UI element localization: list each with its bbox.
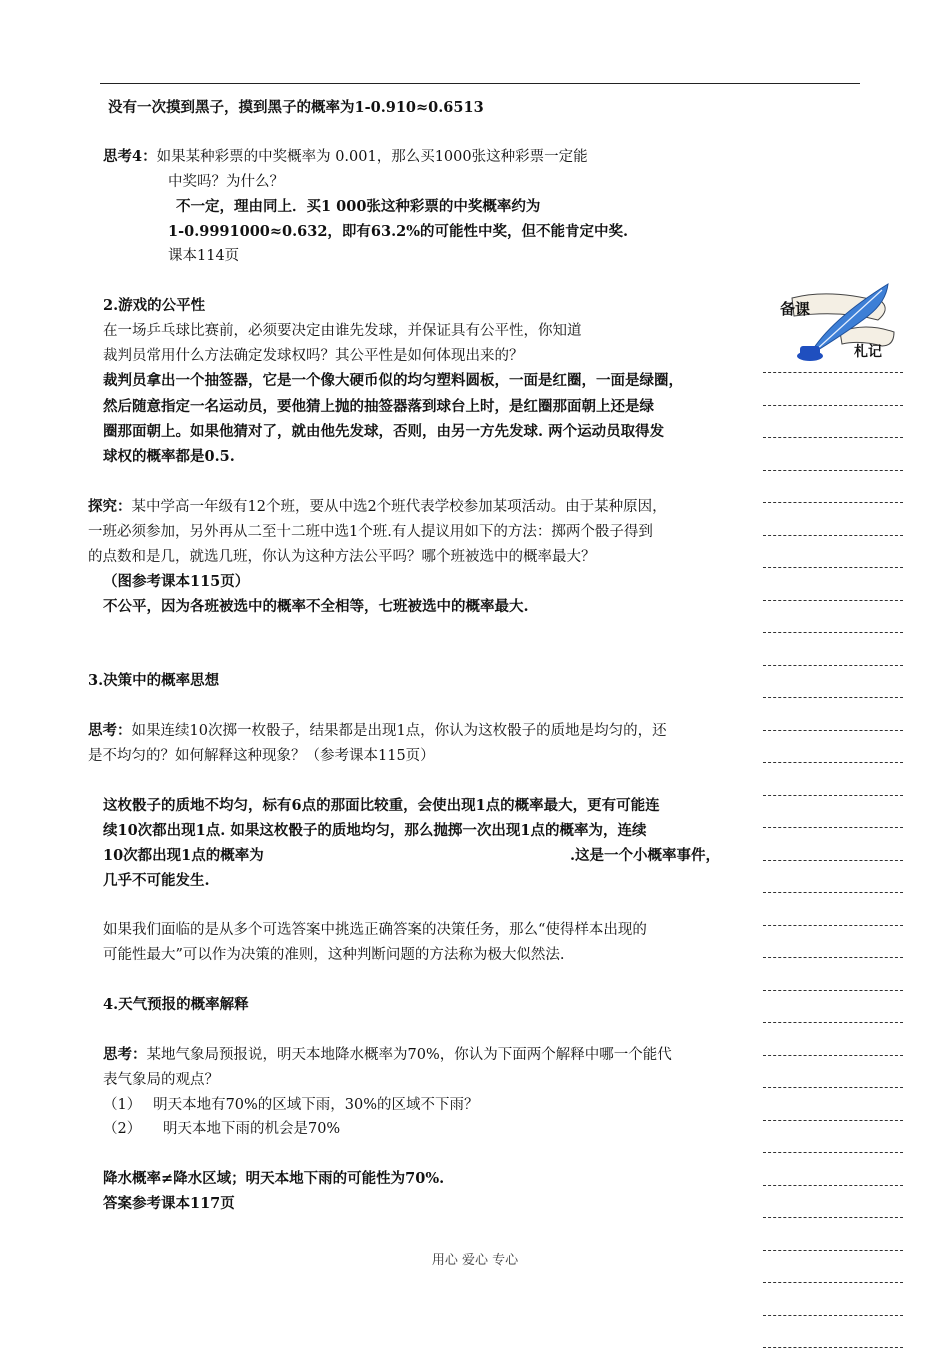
note-line bbox=[763, 665, 903, 666]
text-line bbox=[168, 222, 628, 242]
text-line bbox=[103, 1194, 235, 1214]
line-text: 某地气象局预报说，明天本地降水概率为70%，你认为下面两个解释中哪一个能代 bbox=[146, 1047, 672, 1063]
text-line bbox=[168, 172, 284, 192]
line-text: （2） 明天本地下雨的机会是70% bbox=[103, 1121, 341, 1137]
text-line bbox=[103, 1045, 672, 1065]
note-line bbox=[763, 1087, 903, 1088]
text-line bbox=[88, 746, 435, 766]
line-text: 答案参考课本117页 bbox=[103, 1195, 235, 1212]
note-line bbox=[763, 405, 903, 406]
header-rule bbox=[100, 83, 860, 84]
note-line bbox=[763, 1152, 903, 1153]
note-line bbox=[763, 502, 903, 503]
note-line bbox=[763, 1185, 903, 1186]
question-label: 思考： bbox=[88, 722, 132, 739]
note-line bbox=[763, 730, 903, 731]
logo-text-top: 备课 bbox=[780, 300, 811, 318]
line-text: 如果连续10次掷一枚骰子，结果都是出现1点，你认为这枚骰子的质地是均匀的，还 bbox=[131, 723, 667, 739]
line-text: 圈那面朝上。如果他猜对了，就由他先发球，否则，由另一方先发球. 两个运动员取得发 bbox=[103, 423, 665, 440]
line-text: 表气象局的观点？ bbox=[103, 1072, 219, 1088]
text-line bbox=[103, 821, 646, 841]
line-text: 课本114页 bbox=[168, 248, 240, 264]
text-line bbox=[103, 447, 235, 467]
text-line bbox=[103, 846, 264, 866]
line-text: 是不均匀的？如何解释这种现象？（参考课本115页） bbox=[88, 748, 435, 764]
text-line bbox=[103, 397, 654, 417]
line-text: 不公平，因为各班被选中的概率不全相等，七班被选中的概率最大. bbox=[103, 598, 529, 615]
line-text: 一班必须参加，另外再从二至十二班中选1个班.有人提议用如下的方法：掷两个骰子得到 bbox=[88, 524, 653, 540]
text-line bbox=[88, 721, 667, 741]
note-line bbox=[763, 1055, 903, 1056]
line-text: 几乎不可能发生. bbox=[103, 872, 210, 889]
note-line bbox=[763, 827, 903, 828]
note-line bbox=[763, 470, 903, 471]
text-line bbox=[168, 246, 239, 266]
text-line bbox=[103, 1070, 219, 1090]
question-label: 探究： bbox=[88, 498, 132, 515]
text-line bbox=[103, 995, 249, 1015]
line-text: 没有一次摸到黑子，摸到黑子的概率为1-0.910≈0.6513 bbox=[108, 99, 484, 116]
text-line bbox=[103, 920, 647, 940]
text-line bbox=[103, 572, 249, 592]
line-text: 中奖吗？为什么？ bbox=[168, 174, 284, 190]
line-text: 3.决策中的概率思想 bbox=[88, 672, 220, 689]
line-text: 这枚骰子的质地不均匀，标有6点的那面比较重，会使出现1点的概率最大，更有可能连 bbox=[103, 797, 660, 814]
line-text: .这是一个小概率事件， bbox=[570, 847, 721, 864]
text-line bbox=[103, 597, 529, 617]
note-line bbox=[763, 795, 903, 796]
note-line bbox=[763, 600, 903, 601]
note-line bbox=[763, 697, 903, 698]
text-line bbox=[103, 147, 588, 167]
quill-pen-icon bbox=[770, 280, 900, 362]
line-text: 然后随意指定一名运动员，要他猜上抛的抽签器落到球台上时，是红圈那面朝上还是绿 bbox=[103, 398, 654, 415]
text-line bbox=[103, 346, 524, 366]
text-line bbox=[103, 1169, 444, 1189]
line-text: 如果某种彩票的中奖概率为 0.001，那么买1000张这种彩票一定能 bbox=[156, 149, 588, 165]
text-line bbox=[108, 98, 484, 118]
line-text: 降水概率≠降水区域；明天本地下雨的可能性为70%. bbox=[103, 1170, 445, 1187]
text-line bbox=[103, 1119, 340, 1139]
line-text: 4.天气预报的概率解释 bbox=[103, 996, 249, 1013]
note-line bbox=[763, 957, 903, 958]
line-text: 裁判员拿出一个抽签器，它是一个像大硬币似的均匀塑料圆板，一面是红圈，一面是绿圈， bbox=[103, 372, 683, 389]
text-line bbox=[103, 945, 565, 965]
text-line bbox=[88, 671, 219, 691]
text-line bbox=[88, 547, 596, 567]
text-line bbox=[103, 296, 205, 316]
line-text: （图参考课本115页） bbox=[103, 573, 250, 590]
line-text: 在一场乒乓球比赛前，必须要决定由谁先发球，并保证具有公平性，你知道 bbox=[103, 323, 582, 339]
note-line bbox=[763, 632, 903, 633]
line-text: 某中学高一年级有12个班，要从中选2个班代表学校参加某项活动。由于某种原因， bbox=[131, 499, 667, 515]
line-text: 裁判员常用什么方法确定发球权吗？其公平性是如何体现出来的？ bbox=[103, 348, 524, 364]
note-line bbox=[763, 535, 903, 536]
line-text: 可能性最大”可以作为决策的准则，这种判断问题的方法称为极大似然法. bbox=[103, 947, 565, 963]
note-line bbox=[763, 1120, 903, 1121]
line-text: （1） 明天本地有70%的区域下雨，30%的区域不下雨？ bbox=[103, 1097, 479, 1113]
line-text: 如果我们面临的是从多个可选答案中挑选正确答案的决策任务，那么“使得样本出现的 bbox=[103, 922, 647, 938]
note-line bbox=[763, 1315, 903, 1316]
line-text: 续10次都出现1点. 如果这枚骰子的质地均匀，那么抛掷一次出现1点的概率为，连续 bbox=[103, 822, 647, 839]
line-text: 2.游戏的公平性 bbox=[103, 297, 206, 314]
text-line bbox=[88, 522, 653, 542]
text-line bbox=[88, 497, 667, 517]
note-line bbox=[763, 567, 903, 568]
question-label: 思考： bbox=[103, 1046, 147, 1063]
note-line bbox=[763, 892, 903, 893]
line-text: 1-0.9991000≈0.632，即有63.2%的可能性中奖，但不能肯定中奖. bbox=[168, 223, 629, 240]
text-line bbox=[570, 846, 720, 866]
note-line bbox=[763, 437, 903, 438]
text-line bbox=[103, 422, 664, 442]
question-label: 思考4： bbox=[103, 148, 157, 165]
text-line bbox=[103, 796, 660, 816]
note-line bbox=[763, 860, 903, 861]
text-line bbox=[103, 371, 683, 391]
text-line bbox=[103, 871, 210, 891]
logo-text-bottom: 札记 bbox=[854, 344, 882, 360]
text-line bbox=[103, 1095, 479, 1115]
line-text: 不一定，理由同上．买1 000张这种彩票的中奖概率约为 bbox=[176, 198, 541, 215]
note-line bbox=[763, 1022, 903, 1023]
note-line bbox=[763, 925, 903, 926]
note-line bbox=[763, 990, 903, 991]
page-footer: 用心 爱心 专心 bbox=[431, 1253, 519, 1268]
note-line bbox=[763, 762, 903, 763]
line-text: 球权的概率都是0.5. bbox=[103, 448, 235, 465]
line-text: 10次都出现1点的概率为 bbox=[103, 847, 264, 864]
lesson-notes-logo bbox=[770, 280, 900, 362]
text-line bbox=[176, 197, 540, 217]
line-text: 的点数和是几，就选几班，你认为这种方法公平吗？哪个班被选中的概率最大？ bbox=[88, 549, 596, 565]
note-line bbox=[763, 1217, 903, 1218]
note-line bbox=[763, 372, 903, 373]
note-line bbox=[763, 1282, 903, 1283]
text-line bbox=[103, 321, 582, 341]
